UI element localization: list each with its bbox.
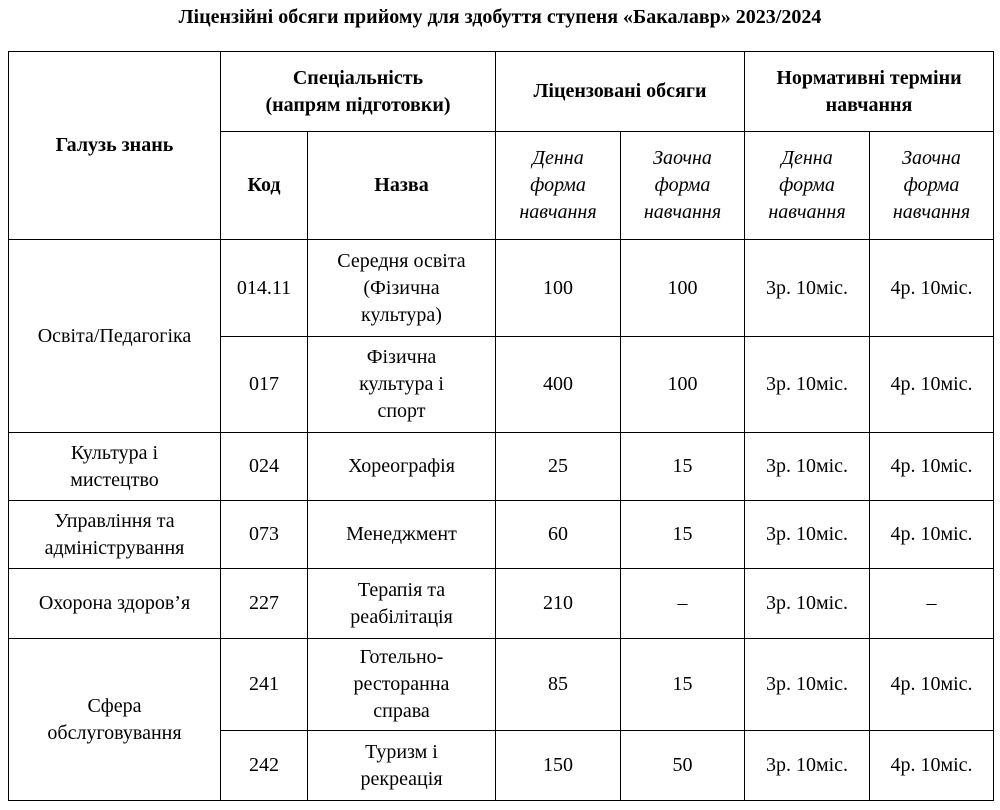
- table-row: [9, 433, 994, 501]
- header-name: Назва: [308, 132, 496, 240]
- term-full-time-cell: 3р. 10міс.: [745, 569, 870, 639]
- header-field: Галузь знань: [9, 52, 221, 240]
- licensed-part-time-cell: 15: [621, 639, 745, 731]
- field-cell: Управління та адміністрування: [9, 501, 221, 569]
- header-terms-part-time: Заочна форма навчання: [870, 132, 994, 240]
- field-cell: Сфера обслуговування: [9, 639, 221, 801]
- term-part-time-cell: 4р. 10міс.: [870, 337, 994, 433]
- license-table: [8, 51, 994, 801]
- term-part-time-cell: 4р. 10міс.: [870, 240, 994, 337]
- term-part-time-cell: 4р. 10міс.: [870, 731, 994, 801]
- licensed-full-time-cell: 210: [496, 569, 621, 639]
- table-row: [9, 639, 994, 731]
- name-cell: Готельно- ресторанна справа: [308, 639, 496, 731]
- name-cell: Фізична культура і спорт: [308, 337, 496, 433]
- term-part-time-cell: 4р. 10міс.: [870, 639, 994, 731]
- header-specialty: Спеціальність (напрям підготовки): [221, 52, 496, 132]
- name-cell: Терапія та реабілітація: [308, 569, 496, 639]
- code-cell: 014.11: [221, 240, 308, 337]
- term-part-time-cell: 4р. 10міс.: [870, 433, 994, 501]
- header-code: Код: [221, 132, 308, 240]
- code-cell: 073: [221, 501, 308, 569]
- code-cell: 024: [221, 433, 308, 501]
- header-terms-full-time: Денна форма навчання: [745, 132, 870, 240]
- header-licensed-part-time: Заочна форма навчання: [621, 132, 745, 240]
- table-row: [9, 501, 994, 569]
- licensed-part-time-cell: –: [621, 569, 745, 639]
- table-row: [9, 240, 994, 337]
- name-cell: Туризм і рекреація: [308, 731, 496, 801]
- field-cell: Освіта/Педагогіка: [9, 240, 221, 433]
- term-part-time-cell: 4р. 10міс.: [870, 501, 994, 569]
- licensed-part-time-cell: 100: [621, 240, 745, 337]
- term-full-time-cell: 3р. 10міс.: [745, 337, 870, 433]
- term-part-time-cell: –: [870, 569, 994, 639]
- code-cell: 241: [221, 639, 308, 731]
- name-cell: Менеджмент: [308, 501, 496, 569]
- name-cell: Хореографія: [308, 433, 496, 501]
- licensed-full-time-cell: 100: [496, 240, 621, 337]
- field-cell: Охорона здоров’я: [9, 569, 221, 639]
- term-full-time-cell: 3р. 10міс.: [745, 240, 870, 337]
- table-row: [9, 569, 994, 639]
- licensed-part-time-cell: 15: [621, 501, 745, 569]
- term-full-time-cell: 3р. 10міс.: [745, 433, 870, 501]
- document-title: Ліцензійні обсяги прийому для здобуття ступеня «Бакалавр» 2023/2024: [178, 6, 822, 28]
- licensed-full-time-cell: 85: [496, 639, 621, 731]
- licensed-full-time-cell: 150: [496, 731, 621, 801]
- name-cell: Середня освіта (Фізична культура): [308, 240, 496, 337]
- term-full-time-cell: 3р. 10міс.: [745, 731, 870, 801]
- table-header: [9, 52, 994, 240]
- licensed-part-time-cell: 15: [621, 433, 745, 501]
- header-licensed: Ліцензовані обсяги: [496, 52, 745, 132]
- term-full-time-cell: 3р. 10міс.: [745, 501, 870, 569]
- licensed-full-time-cell: 60: [496, 501, 621, 569]
- code-cell: 227: [221, 569, 308, 639]
- field-cell: Культура і мистецтво: [9, 433, 221, 501]
- licensed-full-time-cell: 25: [496, 433, 621, 501]
- licensed-part-time-cell: 100: [621, 337, 745, 433]
- header-terms: Нормативні терміни навчання: [745, 52, 994, 132]
- licensed-full-time-cell: 400: [496, 337, 621, 433]
- code-cell: 017: [221, 337, 308, 433]
- table-body: [9, 240, 994, 801]
- header-licensed-full-time: Денна форма навчання: [496, 132, 621, 240]
- licensed-part-time-cell: 50: [621, 731, 745, 801]
- term-full-time-cell: 3р. 10міс.: [745, 639, 870, 731]
- code-cell: 242: [221, 731, 308, 801]
